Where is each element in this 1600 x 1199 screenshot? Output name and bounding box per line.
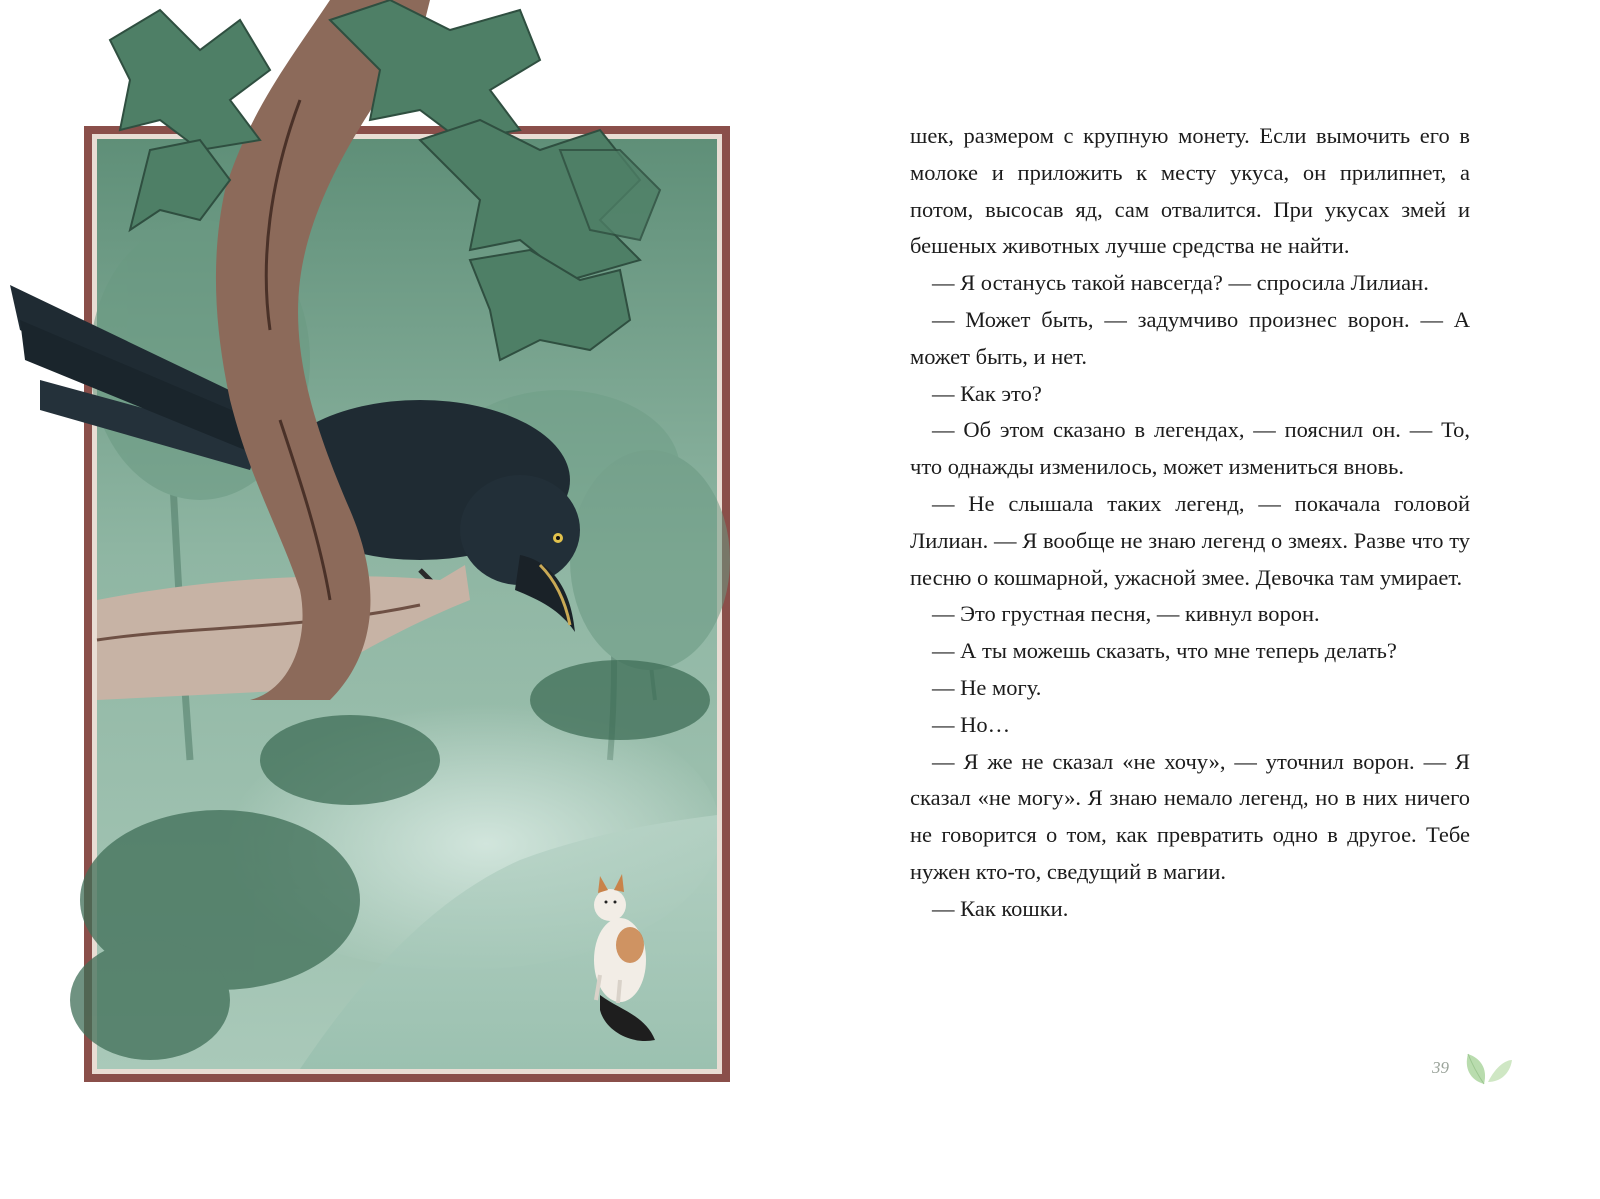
dialogue-line: — А ты можешь сказать, что мне теперь делать? <box>932 638 1397 664</box>
forest-illustration <box>0 0 760 1100</box>
dialogue-line: — Как это? <box>932 380 1042 406</box>
dialogue-line: — Об этом сказано в легендах, — пояснил он. — То, что однажды изменилось, может измениться вновь. <box>910 417 1470 480</box>
page-number: 39 <box>1432 1058 1449 1077</box>
dialogue-line: — Может быть, — задумчиво произнес ворон. — А может быть, и нет. <box>910 306 1470 369</box>
leaf-icon <box>1462 1046 1514 1088</box>
dialogue-line: — Но… <box>932 711 1011 737</box>
dialogue-line: — Это грустная песня, — кивнул ворон. <box>932 601 1320 627</box>
illustration-artwork <box>0 0 760 1100</box>
dialogue-line: — Я останусь такой навсегда? — спросила Лилиан. <box>932 270 1429 296</box>
dialogue-line: — Как кошки. <box>932 895 1069 921</box>
dialogue-line: — Не слышала таких легенд, — покачала головой Лилиан. — Я вообще не знаю легенд о змеях. Разве что ту песню о кошмарной, ужасной змее. Девочка там умирает. <box>910 490 1470 590</box>
page-text <box>910 118 1470 928</box>
dialogue-line: — Я же не сказал «не хочу», — уточнил ворон. — Я сказал «не могу». Я знаю немало легенд, но в них ничего не говорится о том, как превратить одно в другое. Тебе нужен кто-то, сведущий в магии. <box>910 748 1470 884</box>
dialogue-line: — Не могу. <box>932 674 1042 700</box>
paragraph: шек, размером с крупную монету. Если вымочить его в молоке и приложить к месту укуса, он прилипнет, а потом, высосав яд, сам отвалится. При укусах змей и бешеных животных лучше средства не найти. <box>910 123 1470 259</box>
